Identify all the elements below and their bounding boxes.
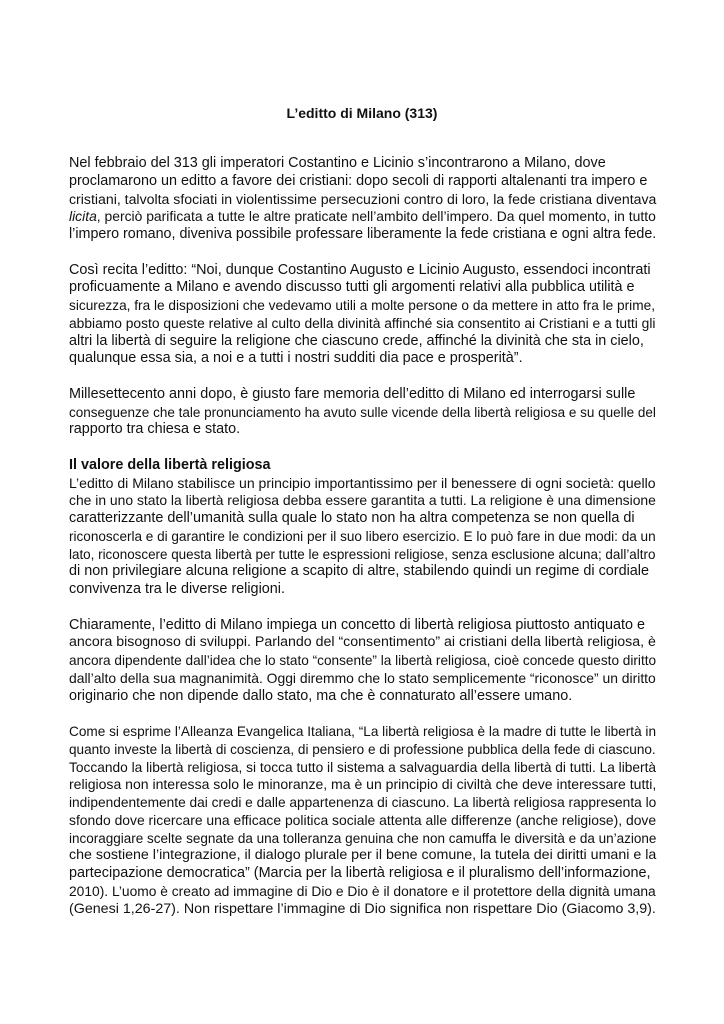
text-line: Millesettecento anni dopo, è giusto fare memoria dell’editto di Milano ed interrogarsi sulle [69, 385, 636, 402]
text-line: l’impero romano, diveniva possibile professare liberamente la fede cristiana e ogni altra fede. [69, 226, 657, 242]
text-line: Toccando la libertà religiosa, si tocca tutto il sistema a salvaguardia della libertà di tutti. La libertà [69, 759, 657, 775]
text-line: proficuamente a Milano e avendo discusso tutti gli argomenti relativi alla pubblica utilità e [69, 279, 635, 296]
text-line: religiosa non interessa solo le minoranze, ma è un principio di civiltà che deve interessare tutti, [69, 776, 657, 793]
document-body [69, 155, 659, 918]
text-line: L’editto di Milano stabilisce un principio importantissimo per il benessere di ogni società: quello [69, 474, 656, 491]
section-heading: Il valore della libertà religiosa [69, 456, 271, 473]
text-line: rapporto tra chiesa e stato. [69, 421, 241, 438]
text-line: caratterizzante dell’umanità sulla quale lo stato non ha altra competenza se non quella di [69, 510, 635, 526]
text-line-rest: , perciò parificata a tutte le altre praticate nell’ambito dell’impero. Da quel momento, in tutto [96, 208, 656, 225]
text-line: incoraggiare scelte segnate da una tolleranza genuina che non camuffa le diversità e da un’azione [69, 830, 657, 846]
text-line: sicurezza, fra le disposizioni che vedevamo utili a molte persone o da mettere in atto fra le prime, [69, 298, 655, 313]
text-line: che sostiene l’integrazione, il dialogo plurale per il bene comune, la tutela dei diritti umani e la [69, 847, 657, 864]
document-title: L’editto di Milano (313) [286, 105, 438, 121]
text-line: lato, riconoscere questa libertà per tutte le espressioni religiose, senza esclusione alcuna; dall’altro [69, 546, 656, 562]
text-line: che in uno stato la libertà religiosa debba essere garantita a tutti. La religione è una dimensione [69, 492, 656, 509]
paragraph-principle [69, 475, 659, 599]
paragraph-concept [69, 617, 659, 706]
paragraph-intro [69, 155, 659, 244]
paragraph-edict-quote [69, 262, 659, 369]
text-line: riconoscerla e di garantire le condizioni per il suo libero esercizio. E lo può fare in due modi: da un [69, 528, 656, 544]
text-line: (Genesi 1,26-27). Non rispettare l’immagine di Dio significa non rispettare Dio (Giacomo 3,9). [69, 900, 656, 917]
text-line: quanto investe la libertà di coscienza, di pensiero e di professione pubblica della fede di ciascuno. [69, 741, 656, 757]
italic-word: licita [69, 208, 97, 225]
text-line: Chiaramente, l’editto di Milano impiega un concetto di libertà religiosa piuttosto antiquato e [69, 616, 645, 633]
text-line: di non privilegiare alcuna religione a scapito di altre, stabilendo quindi un regime di cordiale [69, 563, 649, 580]
paragraph-memory [69, 386, 659, 439]
text-line: cristiani, talvolta sfociati in violentissime persecuzioni contro di loro, la fede cristiana diventava [69, 190, 657, 207]
text-line: proclamarono un editto a favore dei cristiani: dopo secoli di rapporti altalenanti tra impero e [69, 172, 648, 189]
text-line [69, 208, 659, 226]
text-line: partecipazione democratica” (Marcia per la libertà religiosa e il pluralismo dell’informazione, [69, 865, 651, 881]
text-line: indipendentemente dai credi e dalle appartenenza di ciascuno. La libertà religiosa rappresenta lo [69, 795, 657, 810]
text-line: ancora bisognoso di sviluppi. Parlando del “consentimento” ai cristiani della libertà religiosa, è [69, 634, 656, 651]
text-line: Così recita l’editto: “Noi, dunque Costantino Augusto e Licinio Augusto, essendoci incontrati [69, 261, 651, 278]
text-line: sfondo dove ricercare una efficace politica sociale attenta alle differenze (anche religiose), dove [69, 811, 657, 828]
text-line: ancora dipendente dall’idea che lo stato “consente” la libertà religiosa, cioè concede questo diritto [69, 653, 657, 668]
text-line: originario che non dipende dallo stato, ma che è connaturato all’essere umano. [69, 687, 573, 704]
text-line: Nel febbraio del 313 gli imperatori Costantino e Licinio s’incontrarono a Milano, dove [69, 155, 606, 171]
text-line: conseguenze che tale pronunciamento ha avuto sulle vicende della libertà religiosa e su quelle del [69, 404, 656, 420]
text-line: convivenza tra le diverse religioni. [69, 581, 285, 597]
text-line: qualunque essa sia, a noi e a tutti i nostri sudditi dia pace e prosperità”. [69, 350, 523, 367]
text-line: 2010). L’uomo è creato ad immagine di Dio e Dio è il donatore e il protettore della dignità umana [69, 882, 656, 899]
text-line: altri la libertà di seguire la religione che ciascuno crede, affinché la divinità che sta in cielo, [69, 332, 644, 349]
text-line: dall’alto della sua magnanimità. Oggi diremmo che lo stato semplicemente “riconosce” un diritto [69, 669, 656, 686]
text-line: Come si esprime l’Alleanza Evangelica Italiana, “La libertà religiosa è la madre di tutte le libertà in [69, 724, 657, 739]
text-line: abbiamo posto queste relative al culto della divinità affinché sia consentito ai Cristiani e a tutti gli [69, 314, 656, 331]
paragraph-alliance [69, 723, 659, 918]
